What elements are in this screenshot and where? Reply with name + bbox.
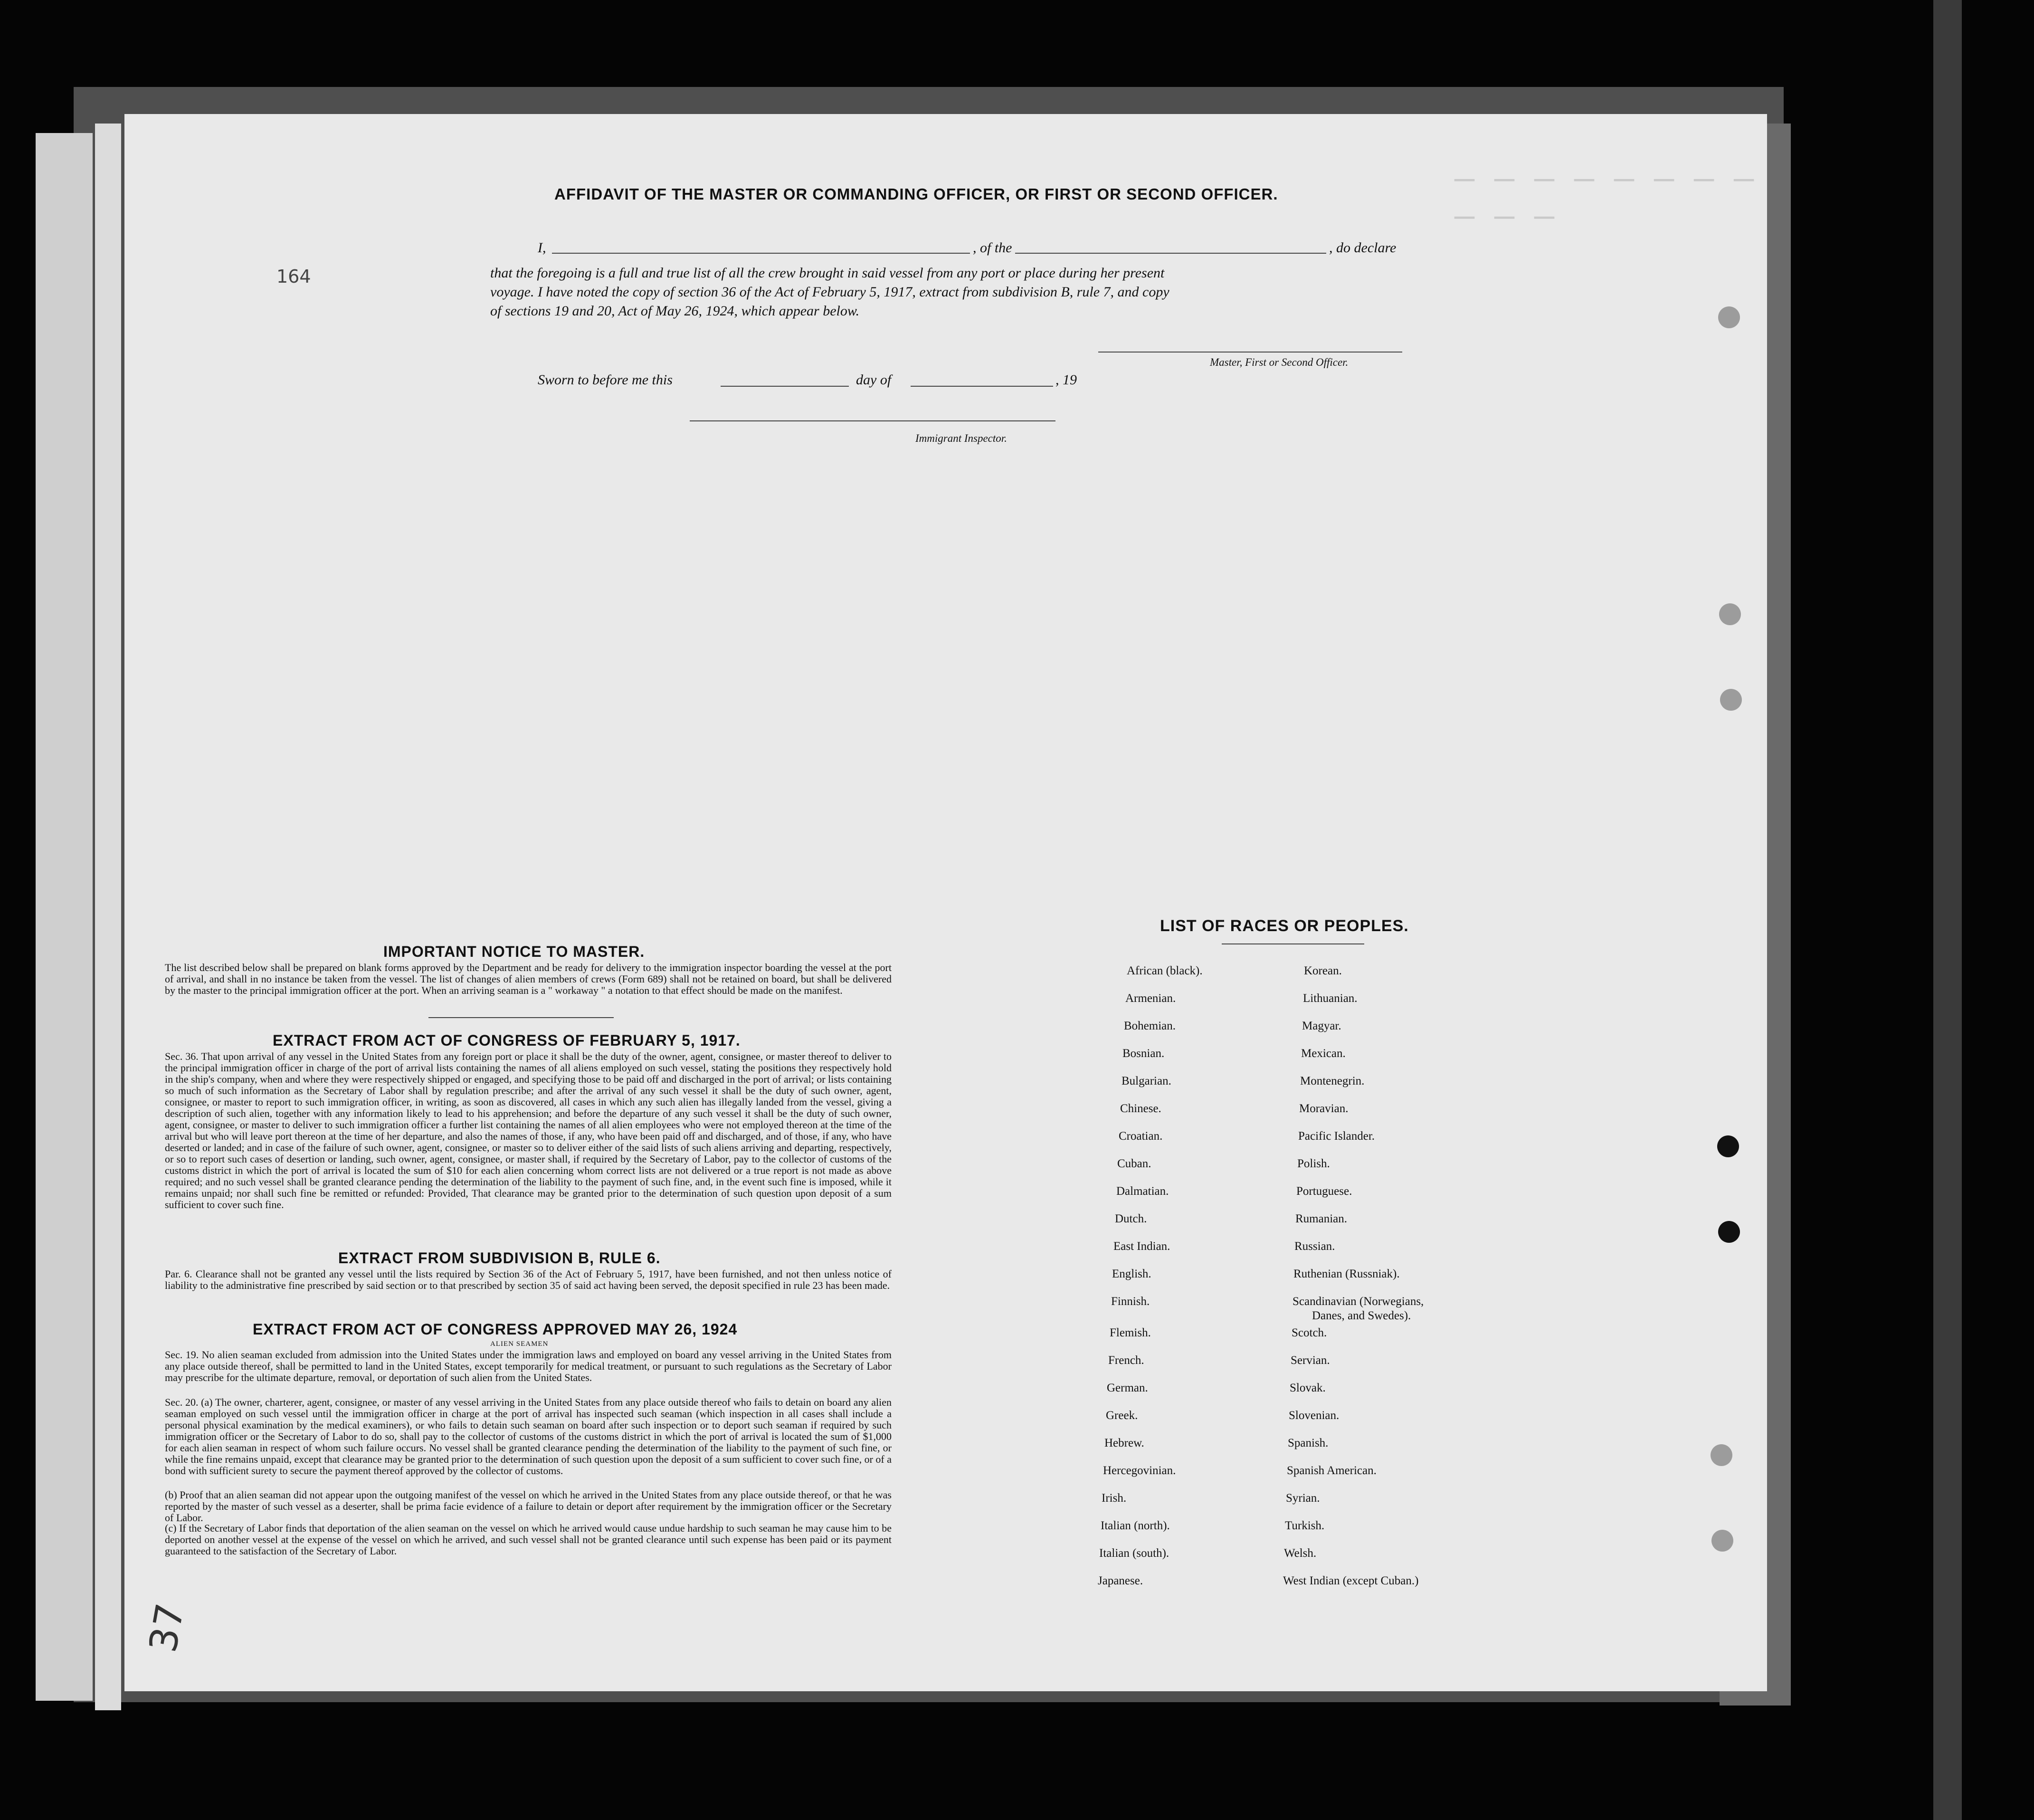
affidavit-body-1: that the foregoing is a full and true list of all the crew brought in said vessel from any port or place during her present	[490, 265, 1165, 281]
race-item: Scotch.	[1292, 1326, 1327, 1339]
race-item: Armenian.	[1125, 992, 1176, 1005]
race-item: Mexican.	[1301, 1047, 1346, 1060]
sec-20c-text: (c) If the Secretary of Labor finds that deportation of the alien seaman on the vessel on which he arrived would cause undue hardship to such seaman he may cause him to be deported on another vessel at the expense of the vessel on which he arrived, and such vessel shall not be granted clearance until such expense has been paid or its payment guaranteed to the satisfaction of the Secretary of Labor.	[165, 1522, 892, 1557]
punch-hole	[1711, 1444, 1732, 1466]
divider-1	[428, 1017, 614, 1018]
race-item: Ruthenian (Russniak).	[1293, 1267, 1400, 1280]
race-item: Bulgarian.	[1122, 1075, 1171, 1087]
sworn-label: Sworn to before me this	[538, 372, 673, 388]
day-of-label: day of	[856, 372, 892, 388]
year-label: , 19	[1055, 372, 1077, 388]
inspector-caption: Immigrant Inspector.	[915, 432, 1007, 444]
race-item: Lithuanian.	[1303, 992, 1358, 1005]
race-item: Greek.	[1106, 1409, 1138, 1422]
affidavit-i: I,	[538, 240, 546, 256]
race-item: Bohemian.	[1124, 1020, 1176, 1032]
manifest-page	[124, 114, 1767, 1691]
race-item: Rumanian.	[1295, 1212, 1348, 1225]
race-item: French.	[1108, 1354, 1144, 1367]
binding-strip-inner	[95, 124, 121, 1710]
races-title: LIST OF RACES OR PEOPLES.	[1160, 917, 1409, 935]
affidavit-title: AFFIDAVIT OF THE MASTER OR COMMANDING OFFICER, OR FIRST OR SECOND OFFICER.	[554, 185, 1278, 203]
race-item: Servian.	[1291, 1354, 1330, 1367]
rule-6-text: Par. 6. Clearance shall not be granted any vessel until the lists required by Section 36 of the Act of February 5, 1917, have been furnished, and not then unless notice of liability to the administrative fine prescribed by said section or to that prescribed by section 35 of said act having been served, the deposit specified in rule 23 has been made.	[165, 1268, 892, 1291]
races-divider	[1222, 943, 1364, 944]
name-line	[552, 253, 1098, 254]
race-item: Welsh.	[1284, 1547, 1317, 1560]
punch-hole	[1718, 1221, 1740, 1243]
inspector-signature-line	[690, 420, 1055, 421]
page-number: 37	[141, 1600, 193, 1656]
race-item: Chinese.	[1120, 1102, 1161, 1115]
vessel-line	[1027, 253, 1378, 254]
master-signature-line	[1098, 352, 1402, 353]
sec-19-text: Sec. 19. No alien seaman excluded from admission into the United States under the immigration laws and employed on board any vessel arriving in the United States from any place outside thereof, shall be permitted to land in the United States, except temporarily for medical treatment, or pursuant to such regulations as the Secretary of Labor may prescribe for the ultimate departure, removal, or deportation of such alien from the United States.	[165, 1349, 892, 1383]
race-item: Montenegrin.	[1300, 1075, 1365, 1087]
race-item: Slovak.	[1290, 1382, 1326, 1394]
race-item: Finnish.	[1111, 1295, 1150, 1308]
affidavit-body-2: voyage. I have noted the copy of section 36 of the Act of February 5, 1917, extract from subdivision B, rule 7, and copy	[490, 284, 1169, 300]
race-item: Bosnian.	[1122, 1047, 1165, 1060]
race-item: Dutch.	[1115, 1212, 1147, 1225]
race-item: African (black).	[1127, 964, 1203, 977]
sec-20a-text: Sec. 20. (a) The owner, charterer, agent, consignee, or master of any vessel arriving in the United States from any place outside thereof who fails to detain on board any alien seaman employed on such vessel until the immigration officer in charge at the port of arrival has inspected such seaman (which inspection in all cases shall include a personal physical examination by the medical examiners), or who fails to detain such seaman on board after such inspection or to deport such seaman if required by such immigration officer or the Secretary of Labor to do so, shall pay to the collector of customs of the customs district in which the port of arrival is located the sum of $1,000 for each alien seaman in respect of whom such failure occurs. No vessel shall be granted clearance pending the determination of the liability to the payment of such fine, or while the fine remains unpaid, except that clearance may be granted prior to the determination of such question upon the deposit of a sum sufficient to cover such fine, or of a bond with sufficient surety to secure the payment thereof approved by the collector of customs.	[165, 1396, 892, 1477]
film-edge	[1933, 0, 1962, 1820]
race-item: Slovenian.	[1289, 1409, 1340, 1422]
race-item: Pacific Islander.	[1298, 1130, 1375, 1143]
bleed-through: — — — — — — — — — — —	[1454, 162, 1754, 237]
punch-hole	[1717, 1135, 1739, 1157]
race-item: Spanish American.	[1287, 1464, 1377, 1477]
race-item: Korean.	[1304, 964, 1342, 977]
month-line	[911, 386, 1053, 387]
race-item: Dalmatian.	[1116, 1185, 1169, 1198]
race-item: Danes, and Swedes).	[1312, 1309, 1411, 1322]
race-item: Italian (south).	[1099, 1547, 1169, 1560]
race-item: Portuguese.	[1296, 1185, 1352, 1198]
race-item: Moravian.	[1299, 1102, 1349, 1115]
race-item: German.	[1107, 1382, 1148, 1394]
extract-1924-title: EXTRACT FROM ACT OF CONGRESS APPROVED MAY 26, 1924	[253, 1321, 738, 1338]
stamp-mark: 164	[276, 266, 311, 287]
binding-strip	[36, 133, 93, 1701]
race-item: Italian (north).	[1101, 1519, 1170, 1532]
race-item: Syrian.	[1286, 1492, 1320, 1505]
race-item: English.	[1112, 1267, 1151, 1280]
race-item: West Indian (except Cuban.)	[1283, 1574, 1419, 1587]
punch-hole	[1720, 689, 1742, 711]
punch-hole	[1719, 603, 1741, 625]
master-signature-caption: Master, First or Second Officer.	[1210, 356, 1349, 368]
race-item: Spanish.	[1288, 1437, 1329, 1449]
extract-1924-subtitle: ALIEN SEAMEN	[490, 1340, 549, 1348]
sworn-day-line	[721, 386, 849, 387]
race-item: Flemish.	[1110, 1326, 1151, 1339]
sec-20b-text: (b) Proof that an alien seaman did not appear upon the outgoing manifest of the vessel on which he arrived in the United States from any place outside thereof, or that he was reported by the master of such vessel as a deserter, shall be prima facie evidence of a failure to detain or deport after requirement by the immigration officer or the Secretary of Labor.	[165, 1489, 892, 1524]
punch-hole	[1718, 306, 1740, 328]
extract-1917-title: EXTRACT FROM ACT OF CONGRESS OF FEBRUARY 5, 1917.	[273, 1032, 741, 1049]
race-item: Hebrew.	[1104, 1437, 1144, 1449]
race-item: Hercegovinian.	[1103, 1464, 1176, 1477]
notice-title: IMPORTANT NOTICE TO MASTER.	[383, 943, 645, 960]
race-item: Croatian.	[1119, 1130, 1163, 1143]
race-item: Polish.	[1297, 1157, 1330, 1170]
race-item: Magyar.	[1302, 1020, 1341, 1032]
affidavit-body-3: of sections 19 and 20, Act of May 26, 1924, which appear below.	[490, 303, 860, 319]
punch-hole	[1711, 1530, 1733, 1552]
race-item: Turkish.	[1285, 1519, 1325, 1532]
race-item: Cuban.	[1117, 1157, 1151, 1170]
race-item: Russian.	[1294, 1240, 1335, 1253]
race-item: Japanese.	[1098, 1574, 1143, 1587]
affidavit-of-the: , of the	[970, 240, 1015, 256]
race-item: East Indian.	[1113, 1240, 1170, 1253]
notice-text: The list described below shall be prepared on blank forms approved by the Department and be ready for delivery to the immigration inspector boarding the vessel at the port of arrival, and shall in no instance be taken from the vessel. The list of changes of alien members of crews (Form 689) shall not be retained on board, but shall be delivered by the master to the principal immigration officer at the port. When an arriving seaman is a " workaway " a notation to that effect should be made on the manifest.	[165, 962, 892, 996]
race-item: Irish.	[1102, 1492, 1127, 1505]
rule-6-title: EXTRACT FROM SUBDIVISION B, RULE 6.	[338, 1249, 661, 1267]
race-item: Scandinavian (Norwegians,	[1293, 1295, 1424, 1308]
extract-1917-text: Sec. 36. That upon arrival of any vessel in the United States from any foreign port or place it shall be the duty of the owner, agent, consignee, or master thereof to deliver to the principal immigration officer in charge of the port of arrival lists containing the names of all aliens employed on such vessel, stating the positions they respectively hold in the ship's company, when and where they were respectively shipped or engaged, and specifying those to be paid off and discharged in the port of arrival; or lists containing so much of such information as the Secretary of Labor shall by regulation prescribe; and after the arrival of any such vessel it shall be the duty of such owner, agent, consignee, or master to report to such immigration officer, in writing, as soon as discovered, all cases in which any such alien has illegally landed from the vessel, giving a description of such alien, together with any information likely to lead to his apprehension; and before the departure of any such vessel it shall be the duty of such owner, agent, consignee, or master to deliver to such immigration officer a further list containing the names of all alien employees who were not employed thereon at the time of the arrival but who will leave port thereon at the time of her departure, and also the names of those, if any, who have been paid off and discharged, and of those, if any, who have deserted or landed; and in case of the failure of such owner, agent, consignee, or master so to deliver either of the said lists of such aliens arriving and departing, respectively, or so to report such cases of desertion or landing, such owner, agent, consignee, or master shall, if required by the Secretary of Labor, pay to the collector of customs of the customs district in which the port of arrival is located the sum of $10 for each alien concerning whom correct lists are not delivered or a true report is not made as above required; and no such vessel shall be granted clearance pending the determination of the liability to the payment of such fine, and, in the event such fine is imposed, while it remains unpaid; nor shall such fine be remitted or refunded: Provided, That clearance may be granted prior to the determination of such question upon deposit of a sum sufficient to cover such fine.	[165, 1050, 892, 1210]
affidavit-declare: , do declare	[1326, 240, 1399, 256]
